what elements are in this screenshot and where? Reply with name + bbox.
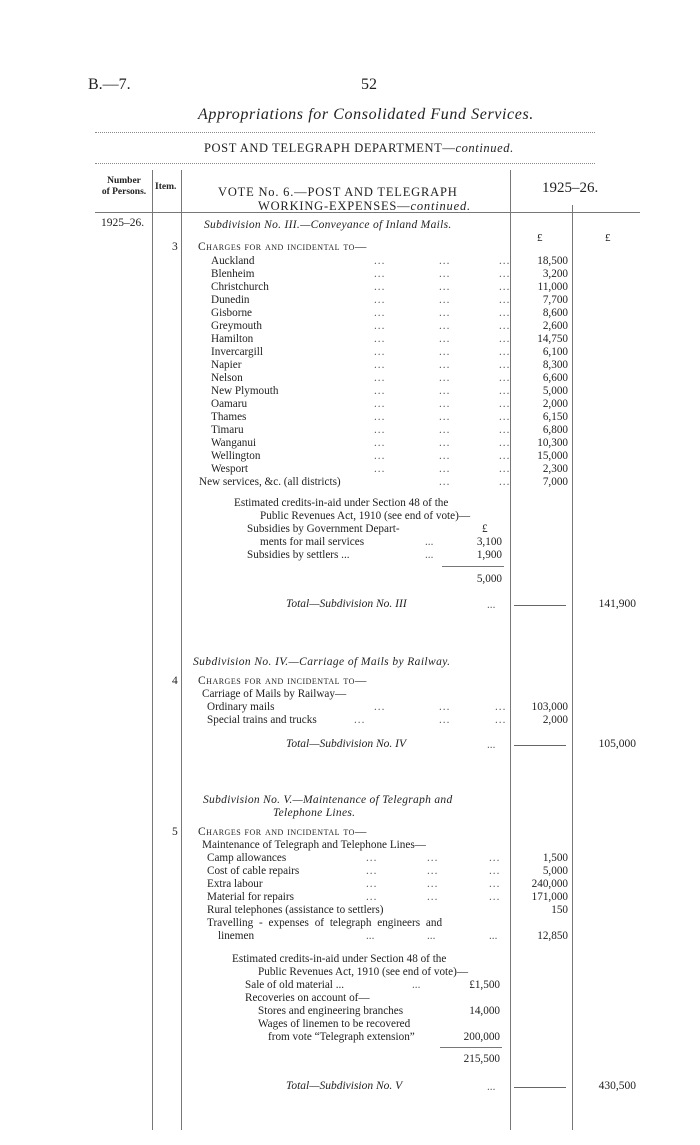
dot-leader: ... xyxy=(439,424,451,436)
dot-leader: ... xyxy=(439,372,451,384)
dot-leader: ... xyxy=(366,878,378,890)
dot-leader: ... xyxy=(374,333,386,345)
total-dash-rule xyxy=(514,1087,566,1088)
subsidies-government-line-2: ments for mail services xyxy=(260,536,365,548)
row-label: Auckland xyxy=(211,255,255,267)
credits-sum-rule xyxy=(442,566,504,567)
persons-header-line-2: of Persons. xyxy=(101,187,147,197)
amount: 10,300 xyxy=(537,437,568,449)
row-label: Greymouth xyxy=(211,320,262,332)
dot-leader: ... xyxy=(374,701,386,713)
mail-row-wesport xyxy=(211,463,521,476)
dot-leader: ... xyxy=(366,930,375,942)
stores-label: Stores and engineering branches xyxy=(258,1005,404,1017)
dot-leader: ... xyxy=(374,268,386,280)
row-label: Christchurch xyxy=(211,281,269,293)
page-reference: B.—7. xyxy=(88,76,131,93)
dot-leader: ... xyxy=(439,714,451,726)
amount: 7,700 xyxy=(542,294,568,306)
amount: 8,600 xyxy=(542,307,568,319)
dot-leader: ... xyxy=(374,255,386,267)
amount: 5,000 xyxy=(542,385,568,397)
dot-leader: ... xyxy=(439,307,451,319)
amount: 6,100 xyxy=(542,346,568,358)
mail-row-auckland xyxy=(211,255,521,268)
dot-leader: ... xyxy=(374,359,386,371)
stores-amount: 14,000 xyxy=(469,1005,500,1017)
maintenance-row-travel-line-2: linemen xyxy=(218,930,255,942)
amount: 1,500 xyxy=(542,852,568,864)
dot-leader: ... xyxy=(366,891,378,903)
header-rule xyxy=(95,132,595,133)
subdivision-5-total: 430,500 xyxy=(598,1080,636,1092)
mail-row-oamaru xyxy=(211,398,521,411)
subdivision-5-credits-line-1: Estimated credits-in-aid under Section 48 of the xyxy=(232,953,447,965)
subsidies-government-line-1: Subsidies by Government Depart- xyxy=(247,523,400,535)
row-label: Napier xyxy=(211,359,242,371)
subdivision-3-credits-total: 5,000 xyxy=(476,573,502,585)
subdivision-5-charges: Charges for and incidental to— xyxy=(198,826,367,838)
amount: 2,000 xyxy=(542,714,568,726)
dot-leader: ... xyxy=(499,372,511,384)
dot-leader: ... xyxy=(374,411,386,423)
subdivision-3-charges: Charges for and incidental to— xyxy=(198,241,367,253)
dot-leader: ... xyxy=(439,268,451,280)
amount: 240,000 xyxy=(531,878,568,890)
wages-label-line-2: from vote “Telegraph extension” xyxy=(268,1031,415,1043)
dot-leader: ... xyxy=(374,281,386,293)
dot-leader: ... xyxy=(489,891,501,903)
amount: 11,000 xyxy=(537,281,568,293)
row-label: Hamilton xyxy=(211,333,254,345)
dot-leader: ... xyxy=(499,385,511,397)
dot-leader: ... xyxy=(427,865,439,877)
dot-leader: ... xyxy=(374,372,386,384)
department-name: POST AND TELEGRAPH DEPARTMENT— xyxy=(204,141,456,155)
dot-leader: ... xyxy=(439,476,451,488)
department-rule xyxy=(95,163,595,164)
subdivision-4-total-label: Total—Subdivision No. IV xyxy=(286,738,407,750)
vote-heading-line-2 xyxy=(258,199,471,214)
department-continued: continued. xyxy=(455,141,514,155)
vote-heading-text: WORKING-EXPENSES— xyxy=(258,199,411,213)
dot-leader: ... xyxy=(499,255,511,267)
amount: 103,000 xyxy=(531,701,568,713)
row-label: New services, &c. (all districts) xyxy=(199,476,341,488)
dot-leader: ... xyxy=(374,437,386,449)
pound-sign-total: £ xyxy=(605,232,611,244)
dot-leader: ... xyxy=(374,320,386,332)
dot-leader: ... xyxy=(499,424,511,436)
amount: 171,000 xyxy=(531,891,568,903)
dot-leader: ... xyxy=(489,930,498,942)
amount: 12,850 xyxy=(537,930,568,942)
dot-leader: ... xyxy=(439,320,451,332)
dot-leader: ... xyxy=(495,714,507,726)
maintenance-row-camp xyxy=(207,852,517,865)
row-label: Gisborne xyxy=(211,307,253,319)
row-label: Ordinary mails xyxy=(207,701,275,713)
mail-row-wellington xyxy=(211,450,521,463)
subsidies-settlers-label: Subsidies by settlers ... xyxy=(247,549,350,561)
item-number-3: 3 xyxy=(172,241,178,253)
persons-header-line-1: Number xyxy=(107,176,141,186)
item-column-header: Item. xyxy=(155,182,177,192)
vote-heading-line-1: VOTE No. 6.—POST AND TELEGRAPH xyxy=(218,185,458,199)
subdivision-3-heading: Subdivision No. III.—Conveyance of Inland Mails. xyxy=(204,219,452,231)
maintenance-row-material xyxy=(207,891,517,904)
amount: 6,150 xyxy=(542,411,568,423)
dot-leader: ... xyxy=(487,739,496,751)
subdivision-3-total-label: Total—Subdivision No. III xyxy=(286,598,407,610)
mail-row-napier xyxy=(211,359,521,372)
maintenance-row-rural: Rural telephones (assistance to settlers) xyxy=(207,904,384,916)
row-label: Extra labour xyxy=(207,878,263,890)
subsidies-government-amount: 3,100 xyxy=(476,536,502,548)
mail-row-new-services xyxy=(199,476,509,489)
wages-amount: 200,000 xyxy=(463,1031,500,1043)
dot-leader: ... xyxy=(427,930,436,942)
maintenance-row-cable xyxy=(207,865,517,878)
dot-leader: ... xyxy=(487,1081,496,1093)
subdivision-4-heading: Subdivision No. IV.—Carriage of Mails by Railway. xyxy=(193,656,451,668)
mail-row-gisborne xyxy=(211,307,521,320)
total-amount-column-rule xyxy=(572,205,573,1130)
dot-leader: ... xyxy=(499,268,511,280)
dot-leader: ... xyxy=(425,549,434,561)
subsidies-pound-sign: £ xyxy=(482,523,488,535)
dot-leader: ... xyxy=(487,599,496,611)
dot-leader: ... xyxy=(489,865,501,877)
mail-row-hamilton xyxy=(211,333,521,346)
dot-leader: ... xyxy=(439,281,451,293)
dot-leader: ... xyxy=(427,878,439,890)
dot-leader: ... xyxy=(412,979,421,991)
subdivision-5-heading-line-2: Telephone Lines. xyxy=(273,807,356,819)
dot-leader: ... xyxy=(374,398,386,410)
dot-leader: ... xyxy=(366,852,378,864)
item-column-rule xyxy=(181,170,182,1130)
maintenance-row-travel-line-1: Travelling - expenses of telegraph engineers and xyxy=(207,917,443,929)
sale-of-material-amount: £1,500 xyxy=(469,979,500,991)
sale-of-material-label: Sale of old material ... xyxy=(245,979,345,991)
railway-row-ordinary xyxy=(207,701,517,714)
row-label: Wanganui xyxy=(211,437,257,449)
row-label: New Plymouth xyxy=(211,385,279,397)
amount: 2,600 xyxy=(542,320,568,332)
amount: 6,800 xyxy=(542,424,568,436)
dot-leader: ... xyxy=(374,307,386,319)
dot-leader: ... xyxy=(495,701,507,713)
dot-leader: ... xyxy=(439,411,451,423)
dot-leader: ... xyxy=(499,450,511,462)
amount: 7,000 xyxy=(542,476,568,488)
mail-row-wanganui xyxy=(211,437,521,450)
dot-leader: ... xyxy=(425,536,434,548)
amount: 8,300 xyxy=(542,359,568,371)
wages-label-line-1: Wages of linemen to be recovered xyxy=(258,1018,411,1030)
amount: 150 xyxy=(551,904,568,916)
dot-leader: ... xyxy=(439,463,451,475)
item-number-5: 5 xyxy=(172,826,178,838)
amount: 18,500 xyxy=(537,255,568,267)
dot-leader: ... xyxy=(439,333,451,345)
subdivision-5-heading-line-1: Subdivision No. V.—Maintenance of Telegraph and xyxy=(203,794,453,806)
dot-leader: ... xyxy=(499,307,511,319)
row-label: Oamaru xyxy=(211,398,248,410)
total-dash-rule xyxy=(514,605,566,606)
subdivision-3-credits-line-2: Public Revenues Act, 1910 (see end of vote)— xyxy=(260,510,471,522)
dot-leader: ... xyxy=(489,852,501,864)
dot-leader: ... xyxy=(499,320,511,332)
subdivision-5-group: Maintenance of Telegraph and Telephone Lines— xyxy=(202,839,426,851)
dot-leader: ... xyxy=(439,346,451,358)
mail-row-greymouth xyxy=(211,320,521,333)
amount: 2,300 xyxy=(542,463,568,475)
subdivision-3-total: 141,900 xyxy=(598,598,636,610)
subdivision-3-credits-line-1: Estimated credits-in-aid under Section 48 of the xyxy=(234,497,449,509)
mail-row-thames xyxy=(211,411,521,424)
total-dash-rule xyxy=(514,745,566,746)
mail-row-invercargill xyxy=(211,346,521,359)
vote-continued: continued. xyxy=(410,199,471,213)
year-left-label: 1925–26. xyxy=(101,217,145,229)
dot-leader: ... xyxy=(374,450,386,462)
railway-row-special-trains xyxy=(207,714,517,727)
amount: 2,000 xyxy=(542,398,568,410)
amount: 5,000 xyxy=(542,865,568,877)
mail-row-blenheim xyxy=(211,268,521,281)
dot-leader: ... xyxy=(499,294,511,306)
mail-row-nelson xyxy=(211,372,521,385)
dot-leader: ... xyxy=(374,385,386,397)
dot-leader: ... xyxy=(366,865,378,877)
subdivision-4-group: Carriage of Mails by Railway— xyxy=(202,688,347,700)
dot-leader: ... xyxy=(374,346,386,358)
dot-leader: ... xyxy=(499,359,511,371)
amount: 6,600 xyxy=(542,372,568,384)
dot-leader: ... xyxy=(499,463,511,475)
dot-leader: ... xyxy=(439,701,451,713)
dot-leader: ... xyxy=(374,463,386,475)
row-label: Material for repairs xyxy=(207,891,294,903)
mail-row-timaru xyxy=(211,424,521,437)
row-label: Camp allowances xyxy=(207,852,287,864)
dot-leader: ... xyxy=(499,437,511,449)
row-label: Cost of cable repairs xyxy=(207,865,300,877)
item-number-4: 4 xyxy=(172,675,178,687)
page-title: Appropriations for Consolidated Fund Services. xyxy=(198,106,534,123)
dot-leader: ... xyxy=(439,398,451,410)
dot-leader: ... xyxy=(499,398,511,410)
subsidies-settlers-amount: 1,900 xyxy=(476,549,502,561)
dot-leader: ... xyxy=(427,891,439,903)
year-header: 1925–26. xyxy=(542,180,599,196)
subdivision-4-total: 105,000 xyxy=(598,738,636,750)
credits-sum-rule xyxy=(440,1047,502,1048)
dot-leader: ... xyxy=(427,852,439,864)
row-label: Nelson xyxy=(211,372,243,384)
persons-column-header xyxy=(96,176,152,198)
dot-leader: ... xyxy=(439,294,451,306)
row-label: Timaru xyxy=(211,424,244,436)
mail-row-new-plymouth xyxy=(211,385,521,398)
amount: 14,750 xyxy=(537,333,568,345)
dot-leader: ... xyxy=(499,476,511,488)
recoveries-label: Recoveries on account of— xyxy=(245,992,370,1004)
dot-leader: ... xyxy=(354,714,366,726)
dot-leader: ... xyxy=(439,255,451,267)
subdivision-5-credits-total: 215,500 xyxy=(463,1053,500,1065)
row-label: Wellington xyxy=(211,450,261,462)
subdivision-4-charges: Charges for and incidental to— xyxy=(198,675,367,687)
subdivision-5-credits-line-2: Public Revenues Act, 1910 (see end of vote)— xyxy=(258,966,469,978)
dot-leader: ... xyxy=(439,359,451,371)
dot-leader: ... xyxy=(489,878,501,890)
dot-leader: ... xyxy=(439,437,451,449)
row-label: Special trains and trucks xyxy=(207,714,317,726)
dot-leader: ... xyxy=(499,411,511,423)
dot-leader: ... xyxy=(439,450,451,462)
subdivision-5-total-label: Total—Subdivision No. V xyxy=(286,1080,403,1092)
mail-row-dunedin xyxy=(211,294,521,307)
department-heading xyxy=(204,141,514,156)
dot-leader: ... xyxy=(499,346,511,358)
amount: 15,000 xyxy=(537,450,568,462)
dot-leader: ... xyxy=(499,333,511,345)
dot-leader: ... xyxy=(439,385,451,397)
dot-leader: ... xyxy=(374,424,386,436)
row-label: Dunedin xyxy=(211,294,250,306)
amount: 3,200 xyxy=(542,268,568,280)
maintenance-row-labour xyxy=(207,878,517,891)
row-label: Invercargill xyxy=(211,346,263,358)
row-label: Blenheim xyxy=(211,268,255,280)
dot-leader: ... xyxy=(374,294,386,306)
dot-leader: ... xyxy=(499,281,511,293)
persons-column-rule xyxy=(152,170,153,1130)
pound-sign-detail: £ xyxy=(537,232,543,244)
row-label: Thames xyxy=(211,411,247,423)
page-number: 52 xyxy=(361,76,377,93)
mail-row-christchurch xyxy=(211,281,521,294)
row-label: Wesport xyxy=(211,463,249,475)
